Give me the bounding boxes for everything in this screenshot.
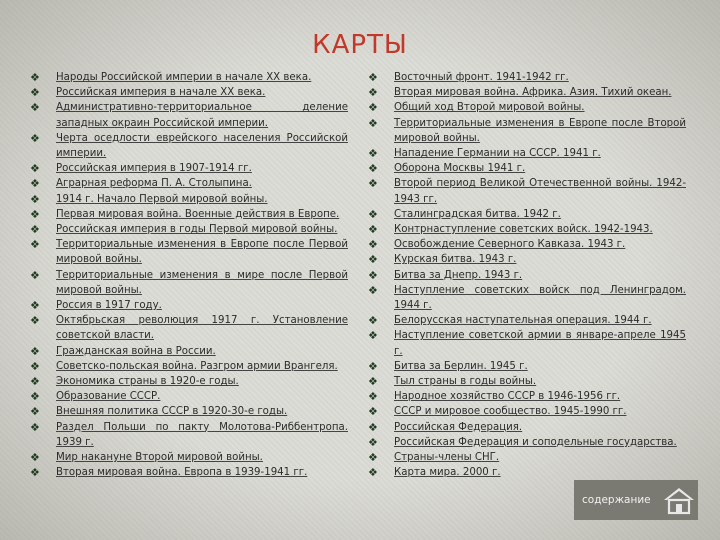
bullet-icon: ❖ (368, 390, 378, 404)
map-link-right-item-label: Битва за Днепр. 1943 г. (394, 269, 523, 281)
map-link-right-item[interactable] (368, 116, 686, 146)
bullet-icon: ❖ (30, 420, 40, 434)
bullet-icon: ❖ (30, 375, 40, 389)
bullet-icon: ❖ (368, 466, 378, 480)
map-list-left (30, 70, 348, 480)
bullet-icon: ❖ (368, 71, 378, 84)
map-link-right-item-label: Битва за Берлин. 1945 г. (394, 360, 528, 372)
map-link-right-item-label: Наступление советской армии в январе-апреле 1945 г. (394, 330, 686, 357)
map-link-left-item-label: Советско-польская война. Разгром армии Врангеля. (56, 360, 338, 372)
map-link-left-item-label: Образование СССР. (56, 391, 161, 403)
map-link-right-item-label: Наступление советских войск под Ленинградом. 1944 г. (394, 284, 686, 312)
bullet-icon: ❖ (30, 299, 40, 313)
map-link-right-item-label: Народное хозяйство СССР в 1946-1956 гг. (394, 391, 621, 403)
bullet-icon: ❖ (30, 131, 40, 145)
bullet-icon: ❖ (30, 238, 40, 252)
map-link-left-item[interactable] (30, 222, 348, 237)
map-link-left-item-label: Мир накануне Второй мировой войны. (56, 452, 263, 464)
map-link-right-item-label: Курская битва. 1943 г. (394, 254, 517, 266)
map-link-right-item-label: Карта мира. 2000 г. (394, 467, 501, 479)
map-link-right-item-label: Контрнаступление советских войск. 1942-1943. (394, 224, 653, 236)
bullet-icon: ❖ (30, 344, 40, 358)
map-link-left-item[interactable] (30, 100, 348, 130)
map-link-left-item[interactable] (30, 313, 348, 343)
map-link-left-item[interactable] (30, 344, 348, 359)
map-link-right-item-label: Восточный фронт. 1941-1942 гг. (394, 72, 569, 83)
bullet-icon: ❖ (368, 147, 378, 161)
map-link-right-item-label: Общий ход Второй мировой войны. (394, 102, 585, 114)
contents-button[interactable] (574, 480, 698, 520)
bullet-icon: ❖ (368, 207, 378, 221)
bullet-icon: ❖ (368, 283, 378, 297)
map-link-right-item[interactable] (368, 328, 686, 358)
slide-title: КАРТЫ (312, 30, 408, 60)
bullet-icon: ❖ (30, 192, 40, 206)
map-link-left-item[interactable] (30, 192, 348, 207)
map-link-right-item[interactable] (368, 85, 686, 100)
map-link-right-item[interactable] (368, 222, 686, 237)
bullet-icon: ❖ (30, 359, 40, 373)
map-link-right-item-label: Территориальные изменения в Европе после Второй мировой войны. (394, 117, 686, 144)
bullet-icon: ❖ (368, 223, 378, 237)
map-link-left-item-label: Аграрная реформа П. А. Столыпина. (56, 178, 252, 190)
map-link-right-item[interactable] (368, 237, 686, 252)
bullet-icon: ❖ (368, 359, 378, 373)
map-link-left-item-label: Внешняя политика СССР в 1920-30-е годы. (56, 406, 288, 418)
home-icon (662, 485, 696, 515)
bullet-icon: ❖ (30, 466, 40, 480)
map-link-right-item[interactable] (368, 268, 686, 283)
map-link-right-item-label: Российская Федерация и соподельные государства. (394, 436, 677, 448)
contents-button-label: содержание (582, 494, 651, 506)
map-link-right-item-label: Страны-члены СНГ. (394, 452, 500, 464)
bullet-icon: ❖ (30, 101, 40, 115)
map-link-right-item[interactable] (368, 146, 686, 161)
bullet-icon: ❖ (30, 390, 40, 404)
map-list-right (368, 70, 686, 480)
bullet-icon: ❖ (368, 86, 378, 100)
bullet-icon: ❖ (368, 238, 378, 252)
map-link-right-item[interactable] (368, 359, 686, 374)
map-link-left-item-label: Раздел Польши по пакту Молотова-Риббентропа. 1939 г. (56, 421, 348, 448)
bullet-icon: ❖ (368, 177, 378, 191)
map-link-right-item-label: Сталинградская битва. 1942 г. (394, 208, 561, 220)
map-link-right-item[interactable] (368, 313, 686, 328)
map-link-left-item-label: Территориальные изменения в Европе после Первой мировой войны. (56, 239, 348, 266)
map-link-left-item[interactable] (30, 298, 348, 313)
map-link-left-item[interactable] (30, 131, 348, 161)
bullet-icon: ❖ (368, 162, 378, 176)
map-link-right-item[interactable] (368, 435, 686, 450)
map-link-left-item[interactable] (30, 389, 348, 404)
map-link-right-item[interactable] (368, 161, 686, 176)
bullet-icon: ❖ (30, 71, 40, 84)
map-link-right-item[interactable] (368, 404, 686, 419)
map-link-right-item[interactable] (368, 70, 686, 85)
bullet-icon: ❖ (30, 162, 40, 176)
map-link-right-item[interactable] (368, 420, 686, 435)
map-link-left-item-label: Территориальные изменения в мире после Первой мировой войны. (56, 269, 348, 296)
map-link-left-item-label: Октябрьская революция 1917 г. Установление советской власти. (56, 315, 348, 342)
map-link-right-item[interactable] (368, 389, 686, 404)
map-link-left-item[interactable] (30, 207, 348, 222)
map-link-left-item-label: Административно-территориальное деление западных окраин Российской империи. (56, 102, 348, 129)
bullet-icon: ❖ (30, 405, 40, 419)
map-link-left-item[interactable] (30, 420, 348, 450)
bullet-icon: ❖ (368, 101, 378, 115)
bullet-icon: ❖ (368, 253, 378, 267)
bullet-icon: ❖ (30, 314, 40, 328)
map-link-right-item[interactable] (368, 207, 686, 222)
map-link-left-item[interactable] (30, 85, 348, 100)
map-link-right-item-label: Вторая мировая война. Африка. Азия. Тихий океан. (394, 87, 672, 99)
map-link-left-item-label: Черта оседлости еврейского населения Российской империи. (56, 132, 348, 160)
map-link-right-item-label: Второй период Великой Отечественной войны. 1942-1943 гг. (394, 178, 686, 205)
map-link-left-item[interactable] (30, 237, 348, 267)
map-link-left-item[interactable] (30, 268, 348, 298)
map-link-left-item-label: Российская империя в годы Первой мировой войны. (56, 224, 338, 236)
map-link-left-item[interactable] (30, 404, 348, 419)
map-link-left-item[interactable] (30, 450, 348, 465)
map-link-left-item-label: Вторая мировая война. Европа в 1939-1941 гг. (56, 467, 308, 479)
map-link-right-item[interactable] (368, 465, 686, 480)
map-link-left-item-label: Гражданская война в России. (56, 345, 216, 357)
map-link-right-item-label: СССР и мировое сообщество. 1945-1990 гг. (394, 406, 627, 418)
bullet-icon: ❖ (368, 268, 378, 282)
bullet-icon: ❖ (368, 116, 378, 130)
bullet-icon: ❖ (368, 420, 378, 434)
map-link-right-item-label: Освобождение Северного Кавказа. 1943 г. (394, 239, 626, 251)
map-link-left-item-label: Российская империя в 1907-1914 гг. (56, 163, 252, 175)
map-link-right-item[interactable] (368, 283, 686, 313)
bullet-icon: ❖ (30, 451, 40, 465)
map-link-right-item-label: Нападение Германии на СССР. 1941 г. (394, 148, 601, 160)
map-link-left-item[interactable] (30, 359, 348, 374)
map-link-left-item-label: Экономика страны в 1920-е годы. (56, 376, 239, 388)
map-link-left-item-label: 1914 г. Начало Первой мировой войны. (56, 193, 268, 205)
map-link-right-item[interactable] (368, 374, 686, 389)
map-link-right-item-label: Тыл страны в годы войны. (394, 376, 537, 388)
map-link-left-item-label: Российская империя в начале XX века. (56, 87, 266, 99)
map-link-right-item[interactable] (368, 176, 686, 206)
map-link-right-item-label: Российская Федерация. (394, 421, 523, 433)
map-link-right-item[interactable] (368, 100, 686, 115)
map-link-right-item-label: Оборона Москвы 1941 г. (394, 163, 526, 175)
bullet-icon: ❖ (30, 86, 40, 100)
map-link-right-item[interactable] (368, 252, 686, 267)
map-link-left-item[interactable] (30, 465, 348, 480)
map-link-left-item[interactable] (30, 374, 348, 389)
bullet-icon: ❖ (368, 329, 378, 343)
bullet-icon: ❖ (30, 207, 40, 221)
bullet-icon: ❖ (30, 268, 40, 282)
bullet-icon: ❖ (30, 223, 40, 237)
bullet-icon: ❖ (368, 451, 378, 465)
bullet-icon: ❖ (368, 435, 378, 449)
map-link-left-item[interactable] (30, 70, 348, 85)
map-link-left-item-label: Народы Российской империи в начале XX века. (56, 72, 312, 83)
map-link-right-item[interactable] (368, 450, 686, 465)
map-link-right-item-label: Белорусская наступательная операция. 1944 г. (394, 315, 652, 327)
map-link-left-item[interactable] (30, 161, 348, 176)
bullet-icon: ❖ (368, 375, 378, 389)
map-link-left-item[interactable] (30, 176, 348, 191)
bullet-icon: ❖ (30, 177, 40, 191)
map-link-left-item-label: Первая мировая война. Военные действия в Европе. (56, 208, 340, 220)
bullet-icon: ❖ (368, 405, 378, 419)
map-link-left-item-label: Россия в 1917 году. (56, 300, 162, 312)
bullet-icon: ❖ (368, 314, 378, 328)
